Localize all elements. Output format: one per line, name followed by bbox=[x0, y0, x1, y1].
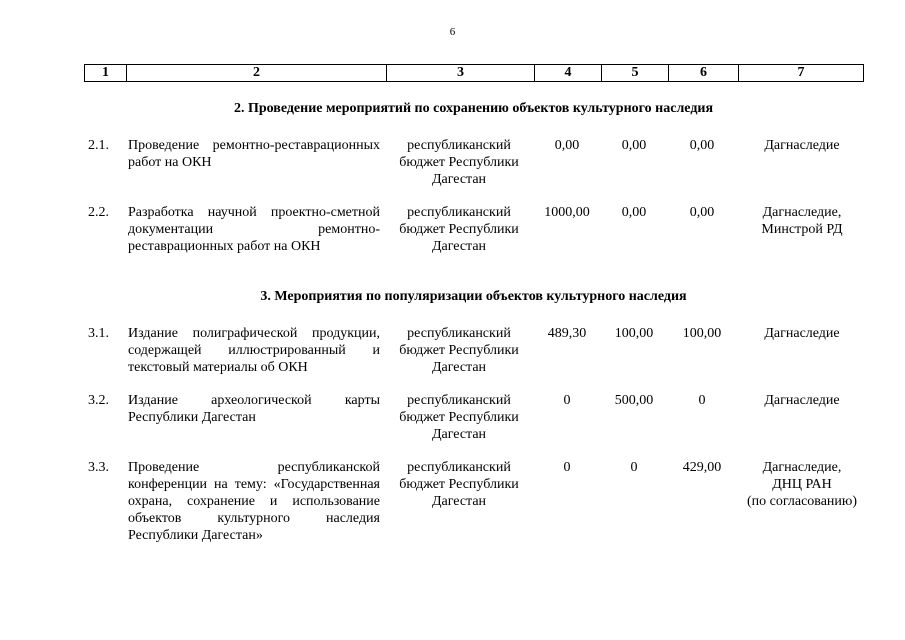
row-executor bbox=[738, 137, 866, 154]
row-value-col4: 0 bbox=[563, 460, 571, 475]
row-funding-source: республиканский бюджет Республики Дагестан bbox=[399, 205, 519, 254]
row-value-col5: 0 bbox=[630, 460, 638, 475]
executor-line: Дагнаследие bbox=[764, 393, 840, 408]
row-value-col5: 0,00 bbox=[621, 205, 647, 220]
row-value-col6: 429,00 bbox=[682, 460, 722, 475]
executor-line: Дагнаследие bbox=[764, 138, 840, 153]
section-title-2: 2. Проведение мероприятий по сохранению объектов культурного наследия bbox=[233, 101, 714, 116]
row-value-col4: 0 bbox=[563, 393, 571, 408]
row-value-col6: 100,00 bbox=[682, 326, 722, 341]
row-number: 2.2. bbox=[88, 205, 109, 220]
header-col-6: 6 bbox=[669, 65, 739, 82]
section-title-3: 3. Мероприятия по популяризации объектов культурного наследия bbox=[260, 289, 687, 304]
column-number-header bbox=[84, 64, 864, 82]
row-description: Издание археологической карты Республики Дагестан bbox=[128, 393, 380, 425]
row-description: Издание полиграфической продукции, содержащей иллюстрированный и текстовый материалы об ОКН bbox=[128, 326, 380, 375]
row-value-col4: 0,00 bbox=[554, 138, 580, 153]
row-number: 3.2. bbox=[88, 393, 109, 408]
executor-line: (по согласованию) bbox=[746, 494, 858, 509]
header-col-4: 4 bbox=[535, 65, 602, 82]
header-col-1: 1 bbox=[85, 65, 127, 82]
row-value-col6: 0,00 bbox=[689, 138, 715, 153]
header-col-5: 5 bbox=[602, 65, 669, 82]
executor-line: Минстрой РД bbox=[761, 222, 843, 237]
executor-line: ДНЦ РАН bbox=[772, 477, 832, 492]
row-funding-source: республиканский бюджет Республики Дагестан bbox=[399, 138, 519, 187]
row-number: 3.1. bbox=[88, 326, 109, 341]
row-value-col4: 1000,00 bbox=[544, 205, 590, 220]
row-description: Проведение республиканской конференции на тему: «Государственная охрана, сохранение и использование объектов культурного наследия Республики Дагестан» bbox=[128, 460, 380, 543]
row-executor bbox=[738, 459, 866, 510]
row-value-col6: 0 bbox=[698, 393, 706, 408]
row-executor bbox=[738, 392, 866, 409]
row-value-col6: 0,00 bbox=[689, 205, 715, 220]
row-executor bbox=[738, 204, 866, 238]
row-funding-source: республиканский бюджет Республики Дагестан bbox=[399, 460, 519, 509]
row-number: 3.3. bbox=[88, 460, 109, 475]
header-col-2: 2 bbox=[127, 65, 387, 82]
row-value-col5: 500,00 bbox=[614, 393, 654, 408]
header-col-3: 3 bbox=[387, 65, 535, 82]
row-value-col5: 100,00 bbox=[614, 326, 654, 341]
row-executor bbox=[738, 325, 866, 342]
row-funding-source: республиканский бюджет Республики Дагестан bbox=[399, 393, 519, 442]
executor-line: Дагнаследие, bbox=[762, 205, 842, 220]
row-value-col5: 0,00 bbox=[621, 138, 647, 153]
header-col-7: 7 bbox=[739, 65, 864, 82]
row-value-col4: 489,30 bbox=[547, 326, 587, 341]
page-number: 6 bbox=[449, 26, 456, 38]
row-number: 2.1. bbox=[88, 138, 109, 153]
row-description: Проведение ремонтно-реставрационных работ на ОКН bbox=[128, 138, 380, 170]
row-description: Разработка научной проектно-сметной документации ремонтно-реставрационных работ на ОКН bbox=[128, 205, 380, 254]
executor-line: Дагнаследие bbox=[764, 326, 840, 341]
executor-line: Дагнаследие, bbox=[762, 460, 842, 475]
row-funding-source: республиканский бюджет Республики Дагестан bbox=[399, 326, 519, 375]
